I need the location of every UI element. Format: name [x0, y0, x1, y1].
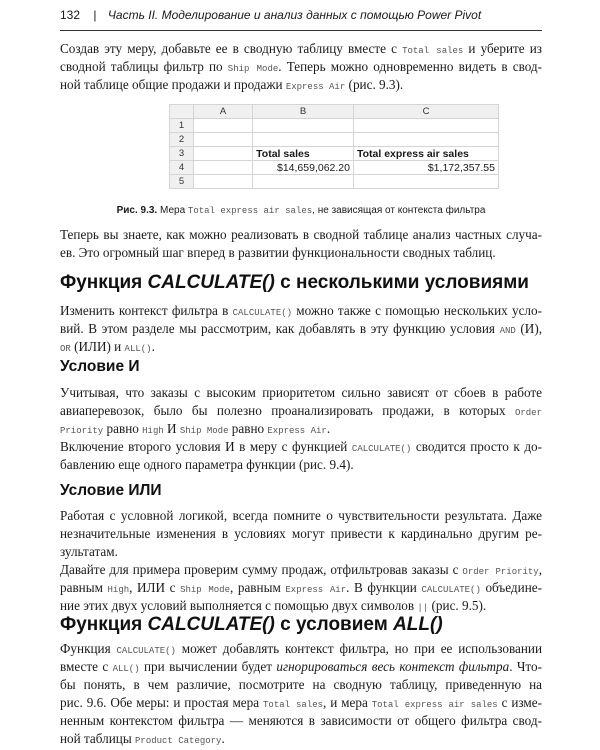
col-header-b: B	[253, 105, 354, 119]
excel-figure-9-3	[169, 104, 499, 189]
paragraph-second-condition: Включение второго условия И в меру с функцией CALCULATE() сводится просто к до- бавлению еще одного параметра функции (рис. 9.4).	[60, 439, 543, 472]
paragraph-and-condition: Учитывая, что заказы с высоким приоритетом сильно зависят от сбоев в работе авиаперевозок, было бы полезно проанализировать продажи, в которых Order Priority равно High И Ship Mode равно Express Air.	[60, 385, 542, 436]
paragraph-calculate-all: Функция CALCULATE() может добавлять контекст фильтра, но при ее использовании вместе с ALL() при вычислении будет игнорироваться весь контекст фильтра. Что- бы понять, в чем различие, посмотрите на сводную таблицу, приведенную на рис. 9.6. Обе меры: и простая мера Total sales, и мера Total express air sales с изме- ненным контекстом фильтра — меняются в зависимости от общего фильтра свод- ной таблицы Product Category.	[60, 641, 543, 746]
row-header-5: 5	[170, 175, 194, 189]
header-title: Часть II. Моделирование и анализ данных с помощью Power Pivot	[107, 8, 482, 22]
row-header-4: 4	[170, 161, 194, 175]
paragraph-or-example: Давайте для примера проверим сумму продаж, отфильтровав заказы с Order Priority, равным High, ИЛИ с Ship Mode, равным Express Air. В функции CALCULATE() объедине- ние этих двух условий выполняется с помощью двух символов || (рис. 9.5).	[60, 562, 542, 613]
cell-total-sales-header: Total sales	[253, 147, 354, 161]
heading-and-condition: Условие И	[60, 358, 140, 375]
heading-calculate-multiple: Функция CALCULATE() с несколькими условиями	[60, 272, 529, 293]
paragraph-intro: Создав эту меру, добавьте ее в сводную таблицу вместе с Total sales и уберите из сводной таблицы фильтр по Ship Mode. Теперь можно одновременно видеть в свод- ной таблице общие продажи и продажи Express Air (рис. 9.3).	[60, 41, 543, 92]
cell-total-sales-value: $14,659,062.20	[253, 161, 354, 175]
cell-total-express-header: Total express air sales	[354, 147, 499, 161]
running-header	[60, 8, 542, 31]
paragraph-summary: Теперь вы знаете, как можно реализовать в сводной таблице анализ частных случа- ев. Это огромный шаг вперед в развитии функциональности сводных таблиц.	[60, 227, 542, 260]
paragraph-multiple-conditions: Изменить контекст фильтра в CALCULATE() можно также с помощью нескольких усло- вий. В этом разделе мы рассмотрим, как добавлять в эту функцию условия AND (И), OR (ИЛИ) и ALL().	[60, 303, 543, 354]
figure-caption-9-3: Рис. 9.3. Мера Total express air sales, не зависящая от контекста фильтра	[116, 205, 486, 216]
row-header-1: 1	[170, 119, 194, 133]
row-header-2: 2	[170, 133, 194, 147]
paragraph-or-logic: Работая с условной логикой, всегда помните о чувствительности результата. Даже незначительные изменения в условиях могут привести к кардинально другим ре- зультатам.	[60, 508, 542, 559]
cell-total-express-value: $1,172,357.55	[354, 161, 499, 175]
page-number: 132	[60, 8, 81, 22]
heading-or-condition: Условие ИЛИ	[60, 482, 162, 499]
col-header-a: A	[193, 105, 252, 119]
header-separator: |	[93, 8, 97, 22]
heading-calculate-all: Функция CALCULATE() с условием ALL()	[60, 614, 443, 635]
col-header-c: C	[354, 105, 499, 119]
row-header-3: 3	[170, 147, 194, 161]
corner-cell	[170, 105, 194, 119]
